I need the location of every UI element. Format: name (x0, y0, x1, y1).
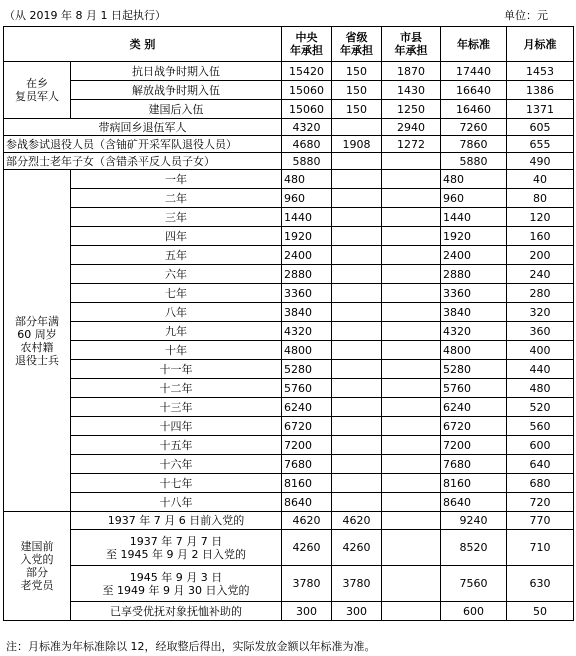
cell-annual: 6720 (441, 417, 507, 436)
subsidy-table (3, 26, 574, 621)
table-row (4, 474, 574, 493)
cell-province: 4620 (332, 512, 382, 530)
cell-annual: 600 (441, 602, 507, 621)
cell-province: 4260 (332, 530, 382, 566)
row-name (71, 566, 282, 602)
cell-central: 7200 (282, 436, 332, 455)
cell-monthly: 160 (507, 227, 574, 246)
cell-annual: 8640 (441, 493, 507, 512)
cell-monthly: 120 (507, 208, 574, 227)
cell-province (332, 360, 382, 379)
row-name: 八年 (71, 303, 282, 322)
cell-monthly: 560 (507, 417, 574, 436)
cell-monthly: 440 (507, 360, 574, 379)
cell-province (332, 455, 382, 474)
table-row (4, 512, 574, 530)
cell-central: 2880 (282, 265, 332, 284)
cell-monthly: 50 (507, 602, 574, 621)
cell-monthly: 480 (507, 379, 574, 398)
cell-annual: 7200 (441, 436, 507, 455)
cell-monthly: 605 (507, 119, 574, 136)
cell-annual: 6240 (441, 398, 507, 417)
table-row (4, 341, 574, 360)
row-name: 十二年 (71, 379, 282, 398)
cell-city (382, 602, 441, 621)
cell-province (332, 246, 382, 265)
cell-annual: 7860 (441, 136, 507, 153)
cell-monthly: 680 (507, 474, 574, 493)
cell-city (382, 170, 441, 189)
cell-province (332, 284, 382, 303)
cell-city (382, 265, 441, 284)
table-row (4, 417, 574, 436)
cell-annual: 4800 (441, 341, 507, 360)
row-name: 十年 (71, 341, 282, 360)
cell-monthly: 40 (507, 170, 574, 189)
row-name: 建国后入伍 (71, 100, 282, 119)
cell-city (382, 208, 441, 227)
cell-central: 4260 (282, 530, 332, 566)
cell-central: 5760 (282, 379, 332, 398)
group-label-rural (4, 62, 71, 119)
cell-central: 480 (282, 170, 332, 189)
cell-monthly: 360 (507, 322, 574, 341)
group-label-soldiers-line: 农村籍 (20, 340, 54, 354)
header-central-line: 中央 (295, 31, 318, 44)
cell-monthly: 1371 (507, 100, 574, 119)
cell-central: 4620 (282, 512, 332, 530)
cell-annual: 4320 (441, 322, 507, 341)
cell-monthly: 710 (507, 530, 574, 566)
row-name: 五年 (71, 246, 282, 265)
cell-city (382, 512, 441, 530)
table-row (4, 62, 574, 81)
group-label-party-line: 建国前 (20, 540, 54, 553)
group-label-party-line: 部分 (26, 566, 48, 579)
cell-annual: 1920 (441, 227, 507, 246)
cell-central: 5280 (282, 360, 332, 379)
cell-central: 3780 (282, 566, 332, 602)
group-label-party (4, 512, 71, 621)
row-name: 解放战争时期入伍 (71, 81, 282, 100)
group-label-party-line: 入党的 (20, 553, 54, 566)
cell-city: 1250 (382, 100, 441, 119)
cell-monthly: 640 (507, 455, 574, 474)
cell-city (382, 493, 441, 512)
cell-annual: 3840 (441, 303, 507, 322)
table-row (4, 153, 574, 170)
table-row (4, 284, 574, 303)
cell-central: 4680 (282, 136, 332, 153)
cell-central: 1440 (282, 208, 332, 227)
cell-monthly: 400 (507, 341, 574, 360)
row-name: 一年 (71, 170, 282, 189)
cell-monthly: 1386 (507, 81, 574, 100)
row-name: 参战参试退役人员（含铀矿开采军队退役人员） (4, 136, 282, 153)
cell-province (332, 119, 382, 136)
cell-monthly: 520 (507, 398, 574, 417)
header-bar (0, 0, 576, 26)
effective-date: （从 2019 年 8 月 1 日起执行） (4, 9, 166, 22)
cell-province (332, 265, 382, 284)
cell-monthly: 80 (507, 189, 574, 208)
table-row (4, 379, 574, 398)
cell-monthly: 280 (507, 284, 574, 303)
cell-city (382, 303, 441, 322)
cell-annual: 3360 (441, 284, 507, 303)
cell-province (332, 153, 382, 170)
row-name: 部分烈士老年子女（含错杀平反人员子女） (4, 153, 282, 170)
row-name-line: 1937 年 7 月 6 日前入党的 (107, 514, 245, 527)
cell-annual: 8520 (441, 530, 507, 566)
row-name-line: 1937 年 7 月 7 日 (129, 534, 223, 548)
cell-province: 3780 (332, 566, 382, 602)
table-row (4, 208, 574, 227)
cell-annual: 5280 (441, 360, 507, 379)
cell-province: 150 (332, 100, 382, 119)
cell-central: 8640 (282, 493, 332, 512)
cell-city (382, 341, 441, 360)
row-name (71, 602, 282, 621)
cell-monthly: 655 (507, 136, 574, 153)
table-row (4, 119, 574, 136)
cell-monthly: 1453 (507, 62, 574, 81)
table-row (4, 436, 574, 455)
cell-province (332, 379, 382, 398)
group-label-soldiers (4, 170, 71, 512)
table-row (4, 303, 574, 322)
cell-city (382, 379, 441, 398)
cell-central: 6240 (282, 398, 332, 417)
row-name-line: 1945 年 9 月 3 日 (129, 570, 223, 584)
cell-city: 1430 (382, 81, 441, 100)
table-row (4, 455, 574, 474)
cell-province: 1908 (332, 136, 382, 153)
cell-annual: 7680 (441, 455, 507, 474)
table-row (4, 227, 574, 246)
cell-central: 4320 (282, 322, 332, 341)
header-city-line: 年承担 (394, 44, 428, 57)
cell-annual: 17440 (441, 62, 507, 81)
table-row (4, 170, 574, 189)
table-row (4, 398, 574, 417)
group-label-rural-line: 复员军人 (15, 90, 59, 103)
cell-monthly: 720 (507, 493, 574, 512)
row-name-line: 已享受优抚对象抚恤补助的 (110, 604, 242, 618)
cell-province (332, 474, 382, 493)
header-central (282, 27, 332, 62)
cell-central: 8160 (282, 474, 332, 493)
table-row (4, 322, 574, 341)
row-name (71, 512, 282, 530)
cell-monthly: 600 (507, 436, 574, 455)
cell-central: 3840 (282, 303, 332, 322)
cell-city (382, 398, 441, 417)
header-monthly: 月标准 (507, 27, 574, 62)
header-province (332, 27, 382, 62)
cell-province (332, 436, 382, 455)
row-name: 二年 (71, 189, 282, 208)
cell-annual: 16640 (441, 81, 507, 100)
cell-central: 960 (282, 189, 332, 208)
group-label-soldiers-line: 退役士兵 (15, 353, 59, 367)
table-row (4, 360, 574, 379)
cell-city: 2940 (382, 119, 441, 136)
row-name: 十五年 (71, 436, 282, 455)
cell-central: 6720 (282, 417, 332, 436)
cell-province (332, 341, 382, 360)
group-label-soldiers-line: 60 周岁 (17, 327, 57, 341)
header-city (382, 27, 441, 62)
cell-city (382, 284, 441, 303)
cell-province (332, 227, 382, 246)
header-province-line: 年承担 (340, 44, 373, 57)
cell-province (332, 417, 382, 436)
cell-central: 15060 (282, 100, 332, 119)
cell-annual: 5760 (441, 379, 507, 398)
table-row (4, 566, 574, 602)
cell-city (382, 227, 441, 246)
table-row (4, 100, 574, 119)
cell-central: 4320 (282, 119, 332, 136)
cell-city (382, 189, 441, 208)
header-annual: 年标准 (441, 27, 507, 62)
cell-city (382, 436, 441, 455)
cell-central: 15420 (282, 62, 332, 81)
table-row (4, 246, 574, 265)
cell-city (382, 530, 441, 566)
table-row (4, 602, 574, 621)
cell-province (332, 189, 382, 208)
cell-province: 150 (332, 62, 382, 81)
cell-central: 3360 (282, 284, 332, 303)
cell-annual: 9240 (441, 512, 507, 530)
group-label-soldiers-line: 部分年满 (15, 314, 59, 328)
cell-central: 15060 (282, 81, 332, 100)
cell-annual: 16460 (441, 100, 507, 119)
cell-city: 1870 (382, 62, 441, 81)
cell-annual: 2400 (441, 246, 507, 265)
cell-annual: 960 (441, 189, 507, 208)
row-name: 十一年 (71, 360, 282, 379)
row-name-line: 至 1949 年 9 月 30 日入党的 (102, 583, 250, 597)
row-name: 十四年 (71, 417, 282, 436)
row-name: 九年 (71, 322, 282, 341)
table-row (4, 81, 574, 100)
row-name: 十三年 (71, 398, 282, 417)
footnote: 注：月标准为年标准除以 12，经取整后得出，实际发放金额以年标准为准。 (6, 640, 376, 653)
cell-central: 4800 (282, 341, 332, 360)
header-category: 类 别 (4, 27, 282, 62)
cell-province (332, 493, 382, 512)
group-label-rural-line: 在乡 (26, 77, 48, 90)
cell-central: 2400 (282, 246, 332, 265)
cell-city (382, 455, 441, 474)
cell-annual: 8160 (441, 474, 507, 493)
cell-central: 1920 (282, 227, 332, 246)
table-row (4, 265, 574, 284)
cell-annual: 1440 (441, 208, 507, 227)
cell-annual: 7560 (441, 566, 507, 602)
cell-province (332, 398, 382, 417)
cell-province (332, 208, 382, 227)
cell-central: 300 (282, 602, 332, 621)
cell-province (332, 170, 382, 189)
cell-province: 300 (332, 602, 382, 621)
cell-monthly: 770 (507, 512, 574, 530)
cell-city: 1272 (382, 136, 441, 153)
cell-city (382, 322, 441, 341)
cell-annual: 480 (441, 170, 507, 189)
cell-city (382, 246, 441, 265)
unit-label: 单位：元 (504, 9, 548, 22)
cell-province (332, 303, 382, 322)
row-name: 抗日战争时期入伍 (71, 62, 282, 81)
row-name: 三年 (71, 208, 282, 227)
cell-city (382, 566, 441, 602)
cell-city (382, 360, 441, 379)
row-name: 十八年 (71, 493, 282, 512)
header-city-line: 市县 (400, 31, 422, 44)
cell-monthly: 200 (507, 246, 574, 265)
cell-annual: 5880 (441, 153, 507, 170)
cell-central: 5880 (282, 153, 332, 170)
row-name: 十六年 (71, 455, 282, 474)
cell-monthly: 240 (507, 265, 574, 284)
table-row (4, 189, 574, 208)
cell-monthly: 630 (507, 566, 574, 602)
cell-province: 150 (332, 81, 382, 100)
header-central-line: 年承担 (290, 44, 323, 57)
table-row (4, 136, 574, 153)
group-label-party-line: 老党员 (20, 579, 54, 592)
table-row (4, 27, 574, 62)
row-name: 七年 (71, 284, 282, 303)
row-name: 十七年 (71, 474, 282, 493)
cell-monthly: 490 (507, 153, 574, 170)
header-province-line: 省级 (345, 31, 368, 44)
cell-central: 7680 (282, 455, 332, 474)
row-name: 四年 (71, 227, 282, 246)
row-name (71, 530, 282, 566)
row-name: 六年 (71, 265, 282, 284)
table-row (4, 493, 574, 512)
row-name: 带病回乡退伍军人 (4, 119, 282, 136)
cell-city (382, 153, 441, 170)
cell-city (382, 417, 441, 436)
cell-annual: 2880 (441, 265, 507, 284)
cell-city (382, 474, 441, 493)
cell-monthly: 320 (507, 303, 574, 322)
table-row (4, 530, 574, 566)
cell-annual: 7260 (441, 119, 507, 136)
row-name-line: 至 1945 年 9 月 2 日入党的 (106, 547, 246, 561)
cell-province (332, 322, 382, 341)
